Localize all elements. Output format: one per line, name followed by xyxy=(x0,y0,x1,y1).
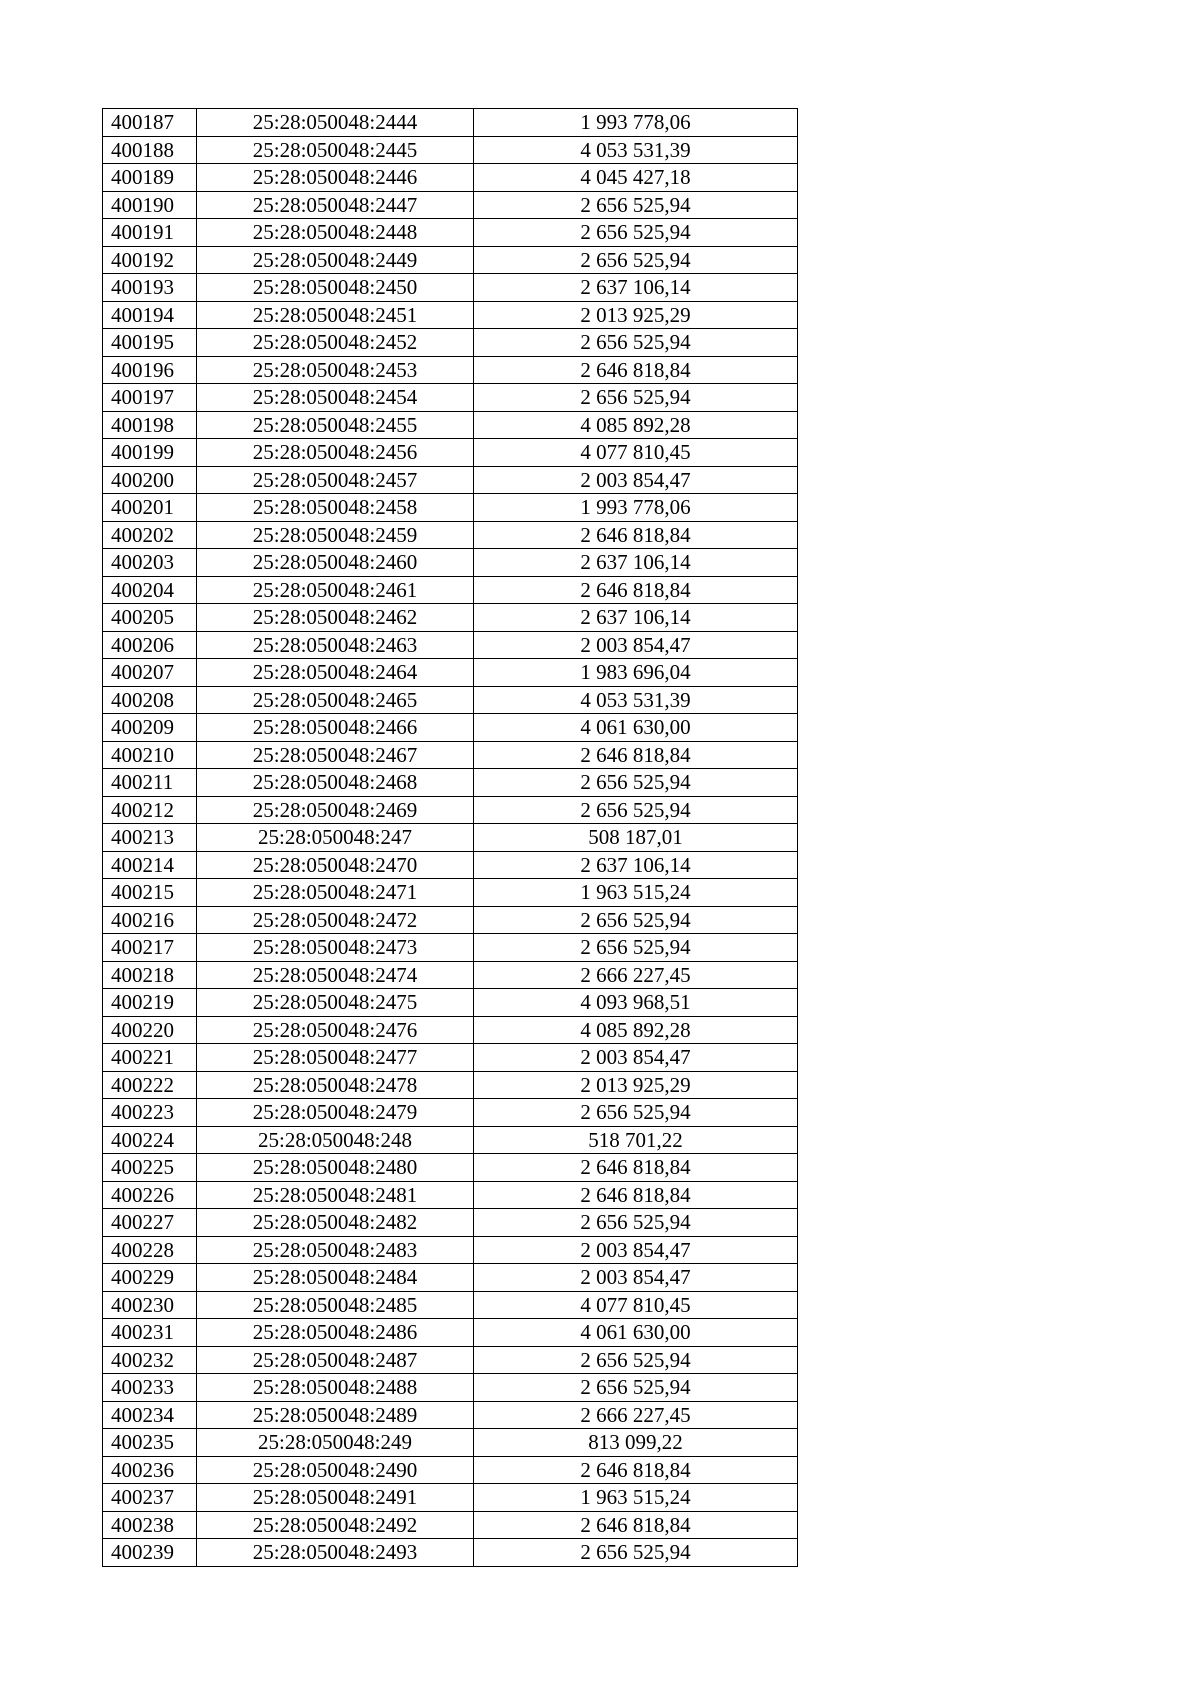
cadastral-value-cell: 2 646 818,84 xyxy=(474,741,798,769)
cadastral-value-cell: 2 656 525,94 xyxy=(474,1374,798,1402)
cadastral-number-cell: 25:28:050048:2465 xyxy=(197,686,474,714)
table-row xyxy=(103,384,798,412)
cadastral-number-cell: 25:28:050048:2473 xyxy=(197,934,474,962)
row-id-cell: 400238 xyxy=(103,1511,197,1539)
cadastral-number-cell: 25:28:050048:2454 xyxy=(197,384,474,412)
row-id-cell: 400232 xyxy=(103,1346,197,1374)
table-row xyxy=(103,686,798,714)
table-row xyxy=(103,1044,798,1072)
cadastral-number-cell: 25:28:050048:2448 xyxy=(197,219,474,247)
row-id-cell: 400201 xyxy=(103,494,197,522)
table-row xyxy=(103,549,798,577)
cadastral-value-cell: 1 983 696,04 xyxy=(474,659,798,687)
row-id-cell: 400187 xyxy=(103,109,197,137)
table-row xyxy=(103,1209,798,1237)
row-id-cell: 400194 xyxy=(103,301,197,329)
cadastre-value-table xyxy=(102,108,798,1567)
cadastral-value-cell: 4 061 630,00 xyxy=(474,714,798,742)
cadastral-number-cell: 25:28:050048:247 xyxy=(197,824,474,852)
table-row xyxy=(103,961,798,989)
cadastral-number-cell: 25:28:050048:2445 xyxy=(197,136,474,164)
cadastral-value-cell: 2 656 525,94 xyxy=(474,906,798,934)
row-id-cell: 400225 xyxy=(103,1154,197,1182)
table-row xyxy=(103,1374,798,1402)
row-id-cell: 400210 xyxy=(103,741,197,769)
table-row xyxy=(103,1236,798,1264)
cadastral-number-cell: 25:28:050048:2487 xyxy=(197,1346,474,1374)
cadastral-value-cell: 2 656 525,94 xyxy=(474,934,798,962)
cadastral-value-cell: 2 003 854,47 xyxy=(474,1236,798,1264)
row-id-cell: 400217 xyxy=(103,934,197,962)
table-row xyxy=(103,246,798,274)
table-row xyxy=(103,1071,798,1099)
table-row xyxy=(103,1429,798,1457)
cadastral-value-cell: 2 013 925,29 xyxy=(474,1071,798,1099)
cadastral-number-cell: 25:28:050048:2449 xyxy=(197,246,474,274)
table-row xyxy=(103,714,798,742)
cadastral-value-cell: 2 656 525,94 xyxy=(474,219,798,247)
cadastral-number-cell: 25:28:050048:2478 xyxy=(197,1071,474,1099)
row-id-cell: 400193 xyxy=(103,274,197,302)
row-id-cell: 400235 xyxy=(103,1429,197,1457)
row-id-cell: 400222 xyxy=(103,1071,197,1099)
table-row xyxy=(103,741,798,769)
table-row xyxy=(103,659,798,687)
table-row xyxy=(103,1511,798,1539)
row-id-cell: 400200 xyxy=(103,466,197,494)
cadastral-number-cell: 25:28:050048:2457 xyxy=(197,466,474,494)
cadastral-number-cell: 25:28:050048:2493 xyxy=(197,1539,474,1567)
table-row xyxy=(103,1154,798,1182)
cadastral-number-cell: 25:28:050048:2462 xyxy=(197,604,474,632)
cadastral-number-cell: 25:28:050048:2469 xyxy=(197,796,474,824)
table-row xyxy=(103,1264,798,1292)
table-row xyxy=(103,466,798,494)
row-id-cell: 400226 xyxy=(103,1181,197,1209)
row-id-cell: 400206 xyxy=(103,631,197,659)
table-row xyxy=(103,1484,798,1512)
cadastral-value-cell: 4 053 531,39 xyxy=(474,136,798,164)
cadastral-number-cell: 25:28:050048:2485 xyxy=(197,1291,474,1319)
cadastral-number-cell: 25:28:050048:2477 xyxy=(197,1044,474,1072)
table-row xyxy=(103,824,798,852)
cadastral-number-cell: 25:28:050048:2463 xyxy=(197,631,474,659)
table-row xyxy=(103,934,798,962)
row-id-cell: 400230 xyxy=(103,1291,197,1319)
row-id-cell: 400215 xyxy=(103,879,197,907)
cadastral-value-cell: 2 646 818,84 xyxy=(474,1154,798,1182)
cadastral-value-cell: 2 646 818,84 xyxy=(474,576,798,604)
table-row xyxy=(103,1319,798,1347)
row-id-cell: 400204 xyxy=(103,576,197,604)
row-id-cell: 400203 xyxy=(103,549,197,577)
cadastral-value-cell: 508 187,01 xyxy=(474,824,798,852)
table-row xyxy=(103,494,798,522)
table-row xyxy=(103,1291,798,1319)
row-id-cell: 400219 xyxy=(103,989,197,1017)
row-id-cell: 400233 xyxy=(103,1374,197,1402)
cadastral-value-cell: 2 003 854,47 xyxy=(474,1264,798,1292)
cadastral-value-cell: 2 656 525,94 xyxy=(474,191,798,219)
table-row xyxy=(103,851,798,879)
row-id-cell: 400188 xyxy=(103,136,197,164)
cadastral-value-cell: 2 003 854,47 xyxy=(474,1044,798,1072)
table-row xyxy=(103,219,798,247)
row-id-cell: 400190 xyxy=(103,191,197,219)
cadastral-number-cell: 25:28:050048:2483 xyxy=(197,1236,474,1264)
row-id-cell: 400224 xyxy=(103,1126,197,1154)
cadastral-number-cell: 25:28:050048:2447 xyxy=(197,191,474,219)
cadastral-number-cell: 25:28:050048:2446 xyxy=(197,164,474,192)
table-row xyxy=(103,1346,798,1374)
cadastral-number-cell: 25:28:050048:2476 xyxy=(197,1016,474,1044)
table-row xyxy=(103,1181,798,1209)
cadastral-value-cell: 1 993 778,06 xyxy=(474,494,798,522)
cadastral-value-cell: 4 053 531,39 xyxy=(474,686,798,714)
cadastral-value-cell: 2 013 925,29 xyxy=(474,301,798,329)
table-row xyxy=(103,136,798,164)
cadastral-value-cell: 4 085 892,28 xyxy=(474,1016,798,1044)
cadastral-number-cell: 25:28:050048:2491 xyxy=(197,1484,474,1512)
cadastral-value-cell: 2 637 106,14 xyxy=(474,549,798,577)
cadastral-number-cell: 25:28:050048:2482 xyxy=(197,1209,474,1237)
cadastral-number-cell: 25:28:050048:2488 xyxy=(197,1374,474,1402)
cadastral-value-cell: 2 003 854,47 xyxy=(474,466,798,494)
table-row xyxy=(103,356,798,384)
row-id-cell: 400218 xyxy=(103,961,197,989)
cadastral-number-cell: 25:28:050048:2492 xyxy=(197,1511,474,1539)
cadastral-number-cell: 25:28:050048:2479 xyxy=(197,1099,474,1127)
cadastral-number-cell: 25:28:050048:2489 xyxy=(197,1401,474,1429)
row-id-cell: 400209 xyxy=(103,714,197,742)
cadastral-number-cell: 25:28:050048:2472 xyxy=(197,906,474,934)
row-id-cell: 400231 xyxy=(103,1319,197,1347)
table-row xyxy=(103,521,798,549)
cadastral-number-cell: 25:28:050048:2452 xyxy=(197,329,474,357)
row-id-cell: 400202 xyxy=(103,521,197,549)
cadastral-value-cell: 2 656 525,94 xyxy=(474,796,798,824)
cadastral-value-cell: 2 646 818,84 xyxy=(474,1181,798,1209)
cadastral-number-cell: 25:28:050048:2484 xyxy=(197,1264,474,1292)
row-id-cell: 400205 xyxy=(103,604,197,632)
table-row xyxy=(103,274,798,302)
cadastral-value-cell: 2 666 227,45 xyxy=(474,961,798,989)
table-row xyxy=(103,989,798,1017)
cadastral-value-cell: 2 646 818,84 xyxy=(474,356,798,384)
row-id-cell: 400213 xyxy=(103,824,197,852)
cadastral-number-cell: 25:28:050048:2458 xyxy=(197,494,474,522)
cadastral-number-cell: 25:28:050048:2470 xyxy=(197,851,474,879)
cadastral-value-cell: 4 093 968,51 xyxy=(474,989,798,1017)
table-row xyxy=(103,439,798,467)
row-id-cell: 400189 xyxy=(103,164,197,192)
row-id-cell: 400197 xyxy=(103,384,197,412)
row-id-cell: 400211 xyxy=(103,769,197,797)
cadastral-value-cell: 4 077 810,45 xyxy=(474,439,798,467)
table-row xyxy=(103,1099,798,1127)
cadastral-number-cell: 25:28:050048:2474 xyxy=(197,961,474,989)
cadastral-number-cell: 25:28:050048:249 xyxy=(197,1429,474,1457)
cadastral-number-cell: 25:28:050048:2461 xyxy=(197,576,474,604)
cadastral-number-cell: 25:28:050048:2467 xyxy=(197,741,474,769)
cadastral-number-cell: 25:28:050048:2480 xyxy=(197,1154,474,1182)
cadastral-number-cell: 25:28:050048:2450 xyxy=(197,274,474,302)
table-row xyxy=(103,879,798,907)
cadastral-value-cell: 2 656 525,94 xyxy=(474,769,798,797)
cadastral-value-cell: 4 077 810,45 xyxy=(474,1291,798,1319)
cadastral-number-cell: 25:28:050048:2464 xyxy=(197,659,474,687)
cadastral-number-cell: 25:28:050048:2486 xyxy=(197,1319,474,1347)
table-row xyxy=(103,796,798,824)
cadastral-value-cell: 2 656 525,94 xyxy=(474,1099,798,1127)
row-id-cell: 400191 xyxy=(103,219,197,247)
row-id-cell: 400198 xyxy=(103,411,197,439)
cadastral-value-cell: 2 646 818,84 xyxy=(474,1456,798,1484)
cadastral-value-cell: 2 637 106,14 xyxy=(474,274,798,302)
table-row xyxy=(103,329,798,357)
row-id-cell: 400199 xyxy=(103,439,197,467)
row-id-cell: 400195 xyxy=(103,329,197,357)
cadastral-value-cell: 813 099,22 xyxy=(474,1429,798,1457)
cadastral-value-cell: 2 656 525,94 xyxy=(474,1539,798,1567)
cadastral-value-cell: 2 003 854,47 xyxy=(474,631,798,659)
row-id-cell: 400239 xyxy=(103,1539,197,1567)
table-row xyxy=(103,769,798,797)
cadastral-value-cell: 2 646 818,84 xyxy=(474,521,798,549)
cadastral-number-cell: 25:28:050048:2451 xyxy=(197,301,474,329)
table-row xyxy=(103,1126,798,1154)
cadastral-value-cell: 2 656 525,94 xyxy=(474,1209,798,1237)
cadastral-number-cell: 25:28:050048:2466 xyxy=(197,714,474,742)
cadastral-value-cell: 4 061 630,00 xyxy=(474,1319,798,1347)
cadastral-value-cell: 2 656 525,94 xyxy=(474,246,798,274)
cadastral-number-cell: 25:28:050048:2490 xyxy=(197,1456,474,1484)
table-row xyxy=(103,1456,798,1484)
cadastral-value-cell: 4 045 427,18 xyxy=(474,164,798,192)
table-row xyxy=(103,1539,798,1567)
cadastral-number-cell: 25:28:050048:2471 xyxy=(197,879,474,907)
cadastral-value-cell: 518 701,22 xyxy=(474,1126,798,1154)
table-row xyxy=(103,576,798,604)
table-row xyxy=(103,1401,798,1429)
cadastral-value-cell: 2 666 227,45 xyxy=(474,1401,798,1429)
row-id-cell: 400208 xyxy=(103,686,197,714)
row-id-cell: 400214 xyxy=(103,851,197,879)
row-id-cell: 400236 xyxy=(103,1456,197,1484)
cadastral-value-cell: 2 656 525,94 xyxy=(474,384,798,412)
row-id-cell: 400212 xyxy=(103,796,197,824)
cadastral-number-cell: 25:28:050048:2460 xyxy=(197,549,474,577)
row-id-cell: 400207 xyxy=(103,659,197,687)
row-id-cell: 400192 xyxy=(103,246,197,274)
row-id-cell: 400216 xyxy=(103,906,197,934)
cadastral-value-cell: 2 646 818,84 xyxy=(474,1511,798,1539)
cadastral-value-cell: 2 656 525,94 xyxy=(474,1346,798,1374)
cadastral-value-cell: 1 993 778,06 xyxy=(474,109,798,137)
cadastral-value-cell: 2 637 106,14 xyxy=(474,604,798,632)
table-row xyxy=(103,631,798,659)
table-row xyxy=(103,164,798,192)
table-body xyxy=(103,109,798,1567)
row-id-cell: 400234 xyxy=(103,1401,197,1429)
cadastral-value-cell: 2 656 525,94 xyxy=(474,329,798,357)
cadastral-number-cell: 25:28:050048:2468 xyxy=(197,769,474,797)
cadastral-value-cell: 2 637 106,14 xyxy=(474,851,798,879)
table-row xyxy=(103,301,798,329)
table-row xyxy=(103,604,798,632)
table-row xyxy=(103,411,798,439)
cadastral-number-cell: 25:28:050048:2444 xyxy=(197,109,474,137)
cadastral-value-cell: 1 963 515,24 xyxy=(474,1484,798,1512)
cadastral-number-cell: 25:28:050048:248 xyxy=(197,1126,474,1154)
cadastral-number-cell: 25:28:050048:2481 xyxy=(197,1181,474,1209)
table-row xyxy=(103,906,798,934)
table-row xyxy=(103,109,798,137)
table-row xyxy=(103,1016,798,1044)
row-id-cell: 400227 xyxy=(103,1209,197,1237)
cadastral-value-cell: 1 963 515,24 xyxy=(474,879,798,907)
cadastral-number-cell: 25:28:050048:2455 xyxy=(197,411,474,439)
row-id-cell: 400229 xyxy=(103,1264,197,1292)
table-row xyxy=(103,191,798,219)
cadastral-number-cell: 25:28:050048:2456 xyxy=(197,439,474,467)
cadastral-number-cell: 25:28:050048:2475 xyxy=(197,989,474,1017)
row-id-cell: 400196 xyxy=(103,356,197,384)
cadastral-number-cell: 25:28:050048:2459 xyxy=(197,521,474,549)
row-id-cell: 400237 xyxy=(103,1484,197,1512)
row-id-cell: 400220 xyxy=(103,1016,197,1044)
row-id-cell: 400223 xyxy=(103,1099,197,1127)
cadastral-number-cell: 25:28:050048:2453 xyxy=(197,356,474,384)
row-id-cell: 400228 xyxy=(103,1236,197,1264)
row-id-cell: 400221 xyxy=(103,1044,197,1072)
cadastral-value-cell: 4 085 892,28 xyxy=(474,411,798,439)
